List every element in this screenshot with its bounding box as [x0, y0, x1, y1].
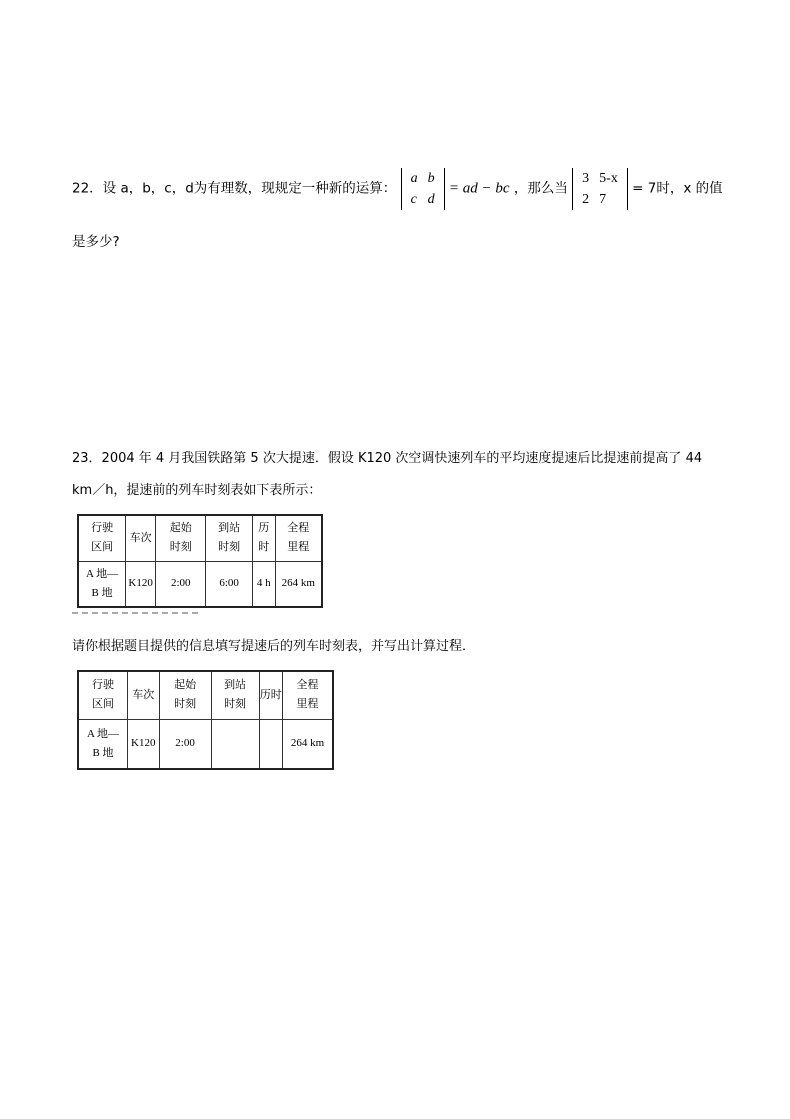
cell-depart: 2:00 [156, 561, 206, 607]
q22-mid: ，那么当 [513, 180, 568, 197]
det-val-21: 2 [582, 192, 590, 207]
question-23-line1: 23．2004 年 4 月我国铁路第 5 次大提速．假设 K120 次空调快速列车的平均速度提速后比提速前提高了 44 [72, 451, 703, 466]
header-depart: 起始 时刻 [156, 515, 206, 561]
header-arrive: 到站 时刻 [211, 671, 259, 719]
determinant-value [572, 168, 628, 210]
cell-route: A 地— B 地 [78, 719, 127, 769]
cell-distance: 264 km [275, 561, 322, 607]
header-duration: 历时 [259, 671, 282, 719]
det-val-12: 5-x [599, 171, 618, 186]
determinant-definition [401, 168, 445, 210]
header-distance: 全程 里程 [282, 671, 333, 719]
cell-train: K120 [126, 561, 156, 607]
det-a: a [410, 171, 418, 186]
question-22-line1 [72, 168, 723, 210]
cell-duration: 4 h [252, 561, 275, 607]
timetable-after [77, 670, 334, 770]
instruction-text: 请你根据题目提供的信息填写提速后的列车时刻表，并写出计算过程． [72, 639, 476, 654]
header-distance: 全程 里程 [275, 515, 322, 561]
question-22-line2: 是多少? [72, 234, 120, 250]
cell-arrive-blank[interactable] [211, 719, 259, 769]
cell-arrive: 6:00 [206, 561, 252, 607]
cell-duration-blank[interactable] [259, 719, 282, 769]
header-duration: 历时 [252, 515, 275, 561]
scan-artifact [72, 612, 202, 614]
question-23-line2: km／h，提速前的列车时刻表如下表所示： [72, 483, 322, 498]
cell-route: A 地— B 地 [78, 561, 126, 607]
q22-suffix: = 7时，x 的值 [632, 180, 723, 197]
header-depart: 起始 时刻 [159, 671, 211, 719]
header-train: 车次 [126, 515, 156, 561]
definition-rhs: = ad − bc [448, 180, 510, 197]
q22-prefix: 22．设 a，b，c，d为有理数，现规定一种新的运算： [72, 180, 397, 197]
cell-train: K120 [127, 719, 159, 769]
det-val-11: 3 [582, 171, 590, 186]
det-b: b [427, 171, 435, 186]
cell-depart: 2:00 [159, 719, 211, 769]
cell-distance: 264 km [282, 719, 333, 769]
det-val-22: 7 [599, 192, 607, 207]
header-train: 车次 [127, 671, 159, 719]
header-arrive: 到站 时刻 [206, 515, 252, 561]
det-d: d [427, 192, 435, 207]
det-c: c [410, 192, 417, 207]
header-route: 行驶 区间 [78, 671, 127, 719]
timetable-before [77, 514, 323, 608]
header-route: 行驶 区间 [78, 515, 126, 561]
